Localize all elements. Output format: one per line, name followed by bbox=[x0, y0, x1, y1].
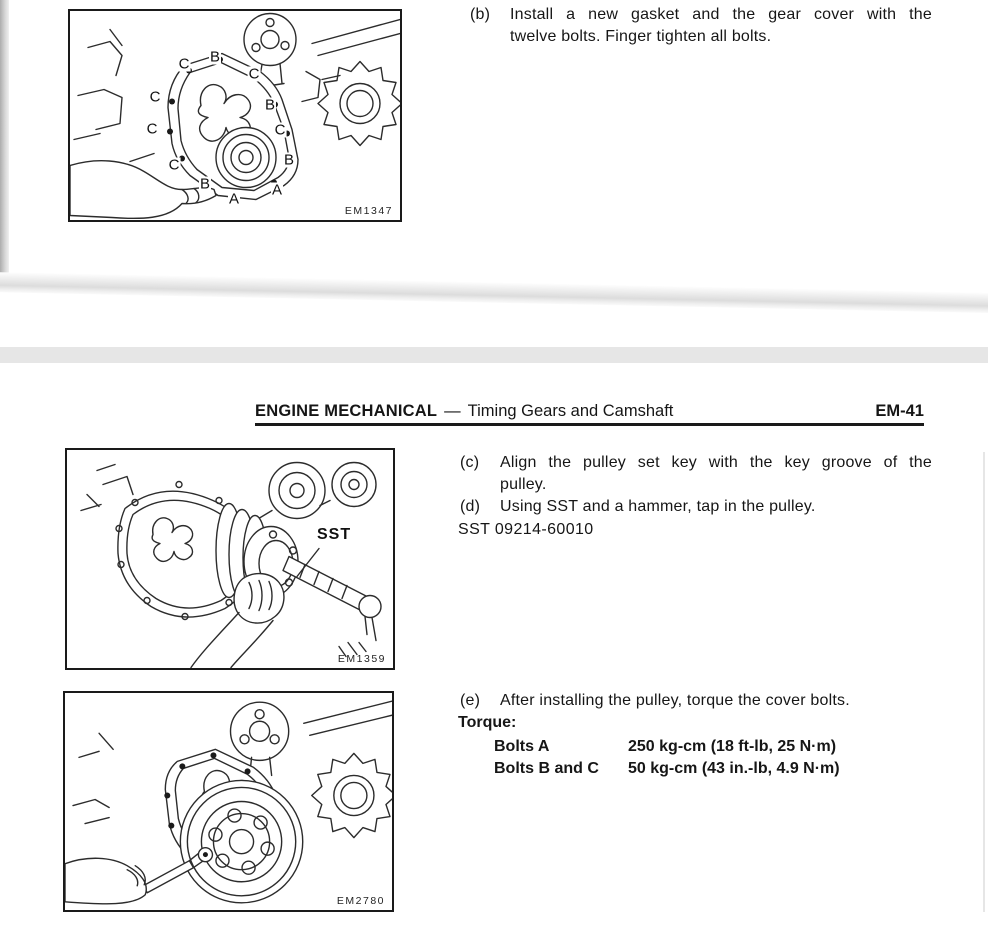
figure-code: EM2780 bbox=[336, 895, 385, 907]
engine-block-lines bbox=[74, 30, 154, 162]
step-c-paragraph bbox=[460, 452, 932, 495]
bolt-label: C bbox=[146, 120, 158, 138]
engine-block-lines bbox=[73, 733, 113, 823]
step-marker: (b) bbox=[470, 6, 491, 23]
sst-tool-label: SST bbox=[317, 526, 352, 543]
sst-part-number: SST 09214-60010 bbox=[458, 521, 594, 538]
frame-bar bbox=[312, 20, 400, 56]
header-subsection: Timing Gears and Camshaft bbox=[467, 402, 674, 420]
step-marker: (c) bbox=[460, 454, 480, 471]
step-text: Install a new gasket and the gear cover with the twelve bolts. Finger tighten all bolts. bbox=[510, 6, 932, 45]
alternator bbox=[312, 753, 392, 837]
page-right-edge-shadow bbox=[983, 452, 985, 912]
torque-spec-table bbox=[494, 736, 840, 780]
bolt-label: B bbox=[264, 96, 276, 114]
bolt-label: C bbox=[168, 156, 180, 174]
engine-gear-cover-drawing bbox=[70, 11, 400, 220]
step-text: Align the pulley set key with the key groove of the pulley. bbox=[500, 454, 932, 493]
page-number: EM-41 bbox=[875, 402, 924, 420]
bolt-label: C bbox=[178, 55, 190, 73]
page-header bbox=[255, 402, 924, 421]
crank-pulley-installed bbox=[180, 780, 302, 902]
page-bottom-edge-shadow bbox=[0, 272, 988, 314]
torque-row bbox=[494, 758, 840, 780]
bolt-label: C bbox=[248, 65, 260, 83]
alternator bbox=[302, 62, 400, 146]
upper-pulleys bbox=[252, 463, 376, 523]
bolt-label: C bbox=[149, 88, 161, 106]
bolt-label: B bbox=[199, 175, 211, 193]
torque-wrench-drawing bbox=[65, 693, 392, 910]
step-marker: (d) bbox=[460, 498, 481, 515]
bolt-label: B bbox=[283, 151, 295, 169]
figure-gear-cover-bolt-layout bbox=[68, 9, 402, 222]
torque-row-label: Bolts A bbox=[494, 738, 550, 755]
bolt-label: A bbox=[271, 181, 283, 199]
bolt-label: B bbox=[209, 48, 221, 66]
sst-tool bbox=[283, 557, 381, 657]
step-d-paragraph bbox=[460, 496, 932, 518]
bolt-label: C bbox=[274, 121, 286, 139]
torque-row-value: 250 kg-cm (18 ft-lb, 25 N·m) bbox=[628, 738, 837, 755]
page-divider-band bbox=[0, 347, 988, 363]
header-rule bbox=[255, 423, 924, 426]
engine-block-lines bbox=[81, 465, 133, 511]
step-marker: (e) bbox=[460, 692, 481, 709]
figure-code: EM1347 bbox=[344, 205, 393, 217]
sst-pulley-drawing bbox=[67, 450, 393, 668]
torque-row-value: 50 kg-cm (43 in.-lb, 4.9 N·m) bbox=[628, 760, 840, 777]
page-spine-shadow bbox=[0, 0, 9, 282]
step-e-paragraph bbox=[460, 690, 932, 712]
torque-row-label: Bolts B and C bbox=[494, 760, 599, 777]
step-b-paragraph bbox=[470, 4, 932, 47]
bolt-label: A bbox=[228, 190, 240, 208]
torque-row bbox=[494, 736, 840, 758]
figure-torque-cover-bolts bbox=[63, 691, 394, 912]
figure-sst-pulley-install bbox=[65, 448, 395, 670]
hand bbox=[65, 858, 146, 904]
header-separator: — bbox=[444, 402, 461, 420]
step-text: Using SST and a hammer, tap in the pulley. bbox=[500, 498, 816, 515]
step-text: After installing the pulley, torque the cover bolts. bbox=[500, 692, 850, 709]
figure-code: EM1359 bbox=[337, 653, 386, 665]
torque-heading: Torque: bbox=[458, 714, 517, 731]
frame-bar bbox=[304, 701, 392, 735]
header-section-title: ENGINE MECHANICAL bbox=[255, 402, 438, 420]
